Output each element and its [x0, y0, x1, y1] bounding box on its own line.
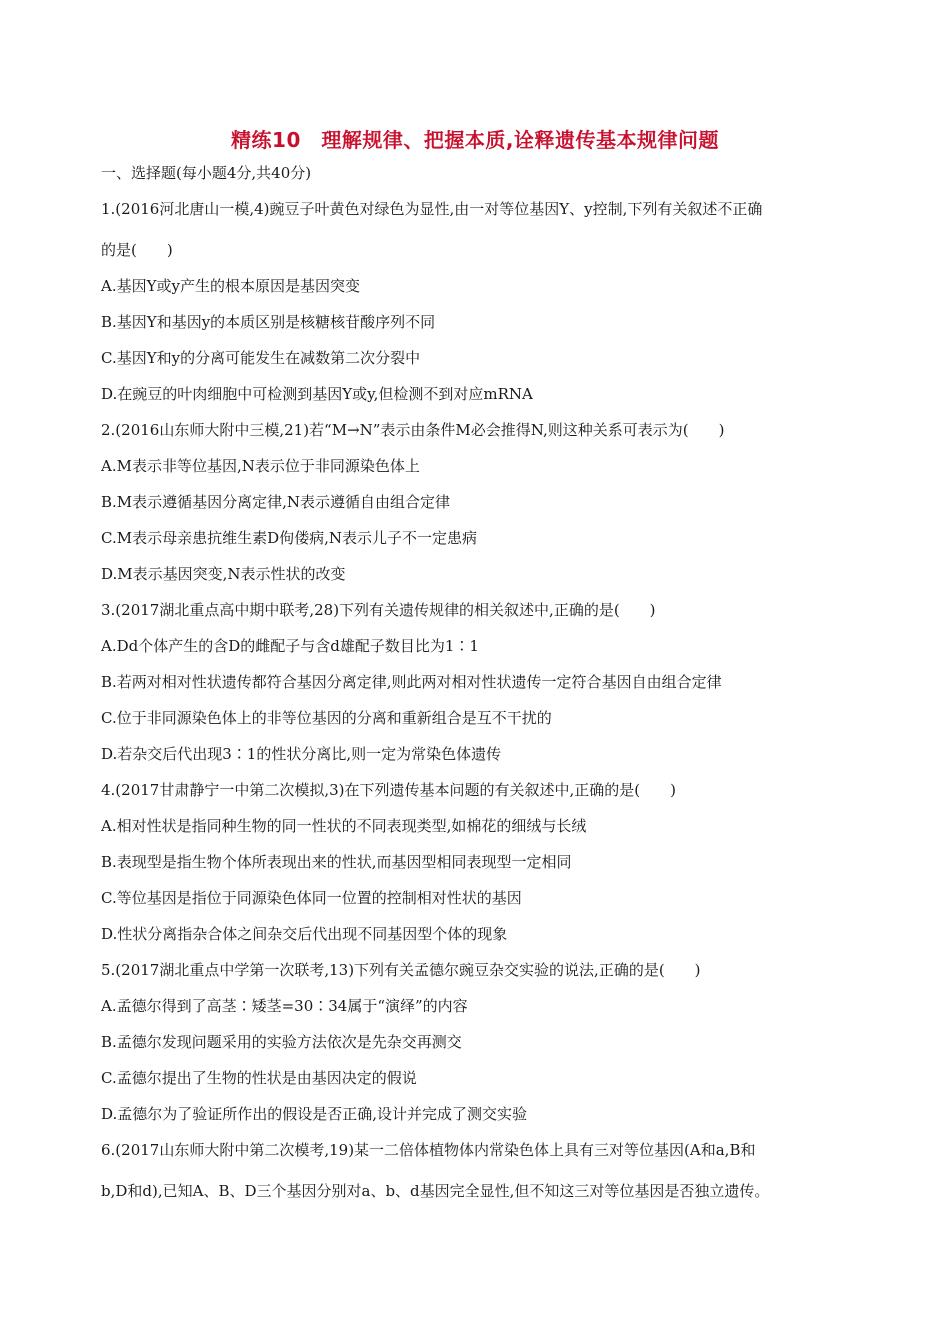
- question-3-option-c: C.位于非同源染色体上的非等位基因的分离和重新组合是互不干扰的: [101, 709, 552, 727]
- question-5-option-d: D.孟德尔为了验证所作出的假设是否正确,设计并完成了测交实验: [101, 1105, 528, 1123]
- question-1-stem-line-1: 1.(2016河北唐山一模,4)豌豆子叶黄色对绿色为显性,由一对等位基因Y、y控制,下列有关叙述不正确: [101, 200, 763, 218]
- question-5-option-c: C.孟德尔提出了生物的性状是由基因决定的假说: [101, 1069, 417, 1087]
- question-3-option-d: D.若杂交后代出现3∶1的性状分离比,则一定为常染色体遗传: [101, 745, 502, 763]
- question-6-stem-line-2: b,D和d),已知A、B、D三个基因分别对a、b、d基因完全显性,但不知这三对等位基因是否独立遗传。: [101, 1182, 770, 1200]
- question-4-option-d: D.性状分离指杂合体之间杂交后代出现不同基因型个体的现象: [101, 925, 508, 943]
- question-5-option-b: B.孟德尔发现问题采用的实验方法依次是先杂交再测交: [101, 1033, 462, 1051]
- question-1-option-a: A.基因Y或y产生的根本原因是基因突变: [101, 277, 360, 295]
- question-3-option-b: B.若两对相对性状遗传都符合基因分离定律,则此两对相对性状遗传一定符合基因自由组合定律: [101, 673, 722, 691]
- question-2-option-b: B.M表示遵循基因分离定律,N表示遵循自由组合定律: [101, 493, 451, 511]
- question-1-option-d: D.在豌豆的叶肉细胞中可检测到基因Y或y,但检测不到对应mRNA: [101, 385, 533, 403]
- question-4-option-a: A.相对性状是指同种生物的同一性状的不同表现类型,如棉花的细绒与长绒: [101, 817, 587, 835]
- question-3-stem-line-1: 3.(2017湖北重点高中期中联考,28)下列有关遗传规律的相关叙述中,正确的是( ): [101, 601, 656, 619]
- question-4-option-b: B.表现型是指生物个体所表现出来的性状,而基因型相同表现型一定相同: [101, 853, 572, 871]
- question-2-option-c: C.M表示母亲患抗维生素D佝偻病,N表示儿子不一定患病: [101, 529, 477, 547]
- question-5-option-a: A.孟德尔得到了高茎∶矮茎=30∶34属于“演绎”的内容: [101, 997, 468, 1015]
- question-5-stem-line-1: 5.(2017湖北重点中学第一次联考,13)下列有关孟德尔豌豆杂交实验的说法,正确的是( ): [101, 961, 701, 979]
- question-1-option-c: C.基因Y和y的分离可能发生在减数第二次分裂中: [101, 349, 421, 367]
- section-heading: 一、选择题(每小题4分,共40分): [101, 164, 312, 182]
- question-4-stem-line-1: 4.(2017甘肃静宁一中第二次模拟,3)在下列遗传基本问题的有关叙述中,正确的是( ): [101, 781, 676, 799]
- question-1-stem-line-2: 的是( ): [101, 241, 173, 259]
- question-2-option-a: A.M表示非等位基因,N表示位于非同源染色体上: [101, 457, 420, 475]
- question-4-option-c: C.等位基因是指位于同源染色体同一位置的控制相对性状的基因: [101, 889, 522, 907]
- page-title: 精练10 理解规律、把握本质,诠释遗传基本规律问题: [231, 128, 719, 152]
- question-6-stem-line-1: 6.(2017山东师大附中第二次模考,19)某一二倍体植物体内常染色体上具有三对等位基因(A和a,B和: [101, 1141, 756, 1159]
- question-2-stem-line-1: 2.(2016山东师大附中三模,21)若“M→N”表示由条件M必会推得N,则这种关系可表示为( ): [101, 421, 725, 439]
- question-3-option-a: A.Dd个体产生的含D的雌配子与含d雄配子数目比为1∶1: [101, 637, 479, 655]
- question-1-option-b: B.基因Y和基因y的本质区别是核糖核苷酸序列不同: [101, 313, 436, 331]
- question-2-option-d: D.M表示基因突变,N表示性状的改变: [101, 565, 346, 583]
